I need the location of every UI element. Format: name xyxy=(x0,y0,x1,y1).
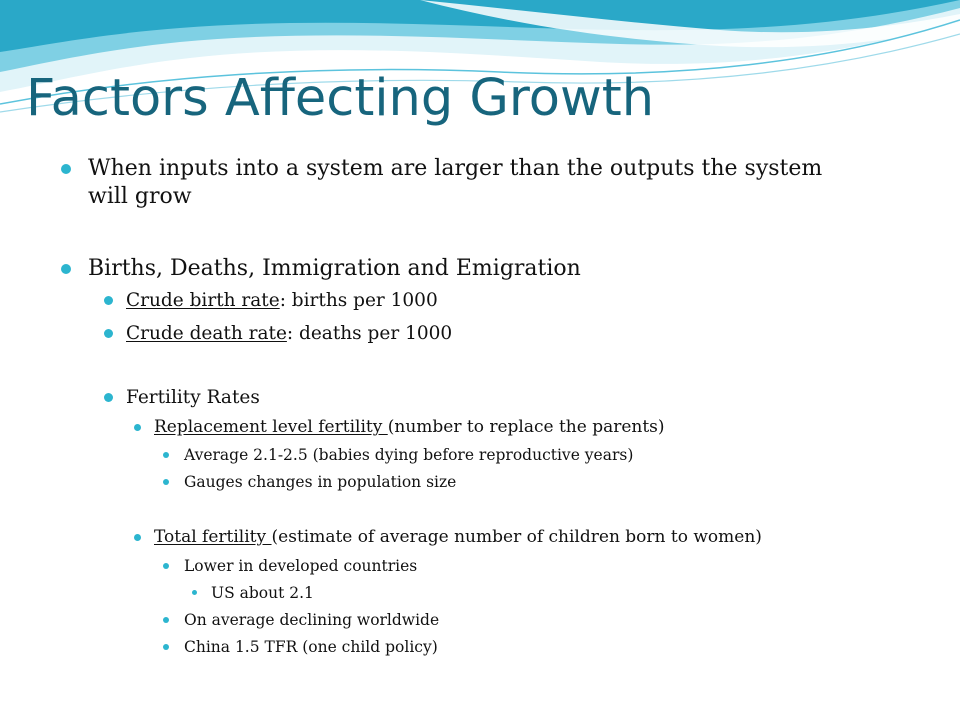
bullet-dot xyxy=(163,644,169,650)
bullet-crude-birth-rate xyxy=(126,288,438,314)
bullet-gauges-changes: Gauges changes in population size xyxy=(184,473,457,491)
def-replacement-fertility: (number to replace the parents) xyxy=(387,417,665,437)
bullet-births-deaths: Births, Deaths, Immigration and Emigration xyxy=(88,256,581,281)
term-crude-birth-rate: Crude birth rate xyxy=(126,290,280,311)
bullet-total-fertility xyxy=(154,525,762,549)
bullet-declining-worldwide: On average declining worldwide xyxy=(184,611,440,629)
bullet-crude-death-rate xyxy=(126,321,452,347)
bullet-china-tfr: China 1.5 TFR (one child policy) xyxy=(184,638,438,656)
bullet-dot xyxy=(163,479,169,485)
bullet-fertility-rates: Fertility Rates xyxy=(126,387,260,408)
bullet-dot xyxy=(163,617,169,623)
term-crude-death-rate: Crude death rate xyxy=(126,323,287,344)
bullet-dot xyxy=(192,590,197,595)
bullet-dot xyxy=(134,424,141,431)
def-total-fertility: (estimate of average number of children born to women) xyxy=(271,527,762,547)
bullet-us-about: US about 2.1 xyxy=(211,584,314,602)
bullet-dot xyxy=(104,329,113,338)
bullet-dot xyxy=(163,452,169,458)
bullet-replacement-fertility xyxy=(154,415,665,439)
bullet-dot xyxy=(134,534,141,541)
term-total-fertility: Total fertility xyxy=(154,527,272,547)
term-replacement-fertility: Replacement level fertility xyxy=(154,417,388,437)
bullet-dot xyxy=(163,563,169,569)
bullet-dot xyxy=(61,164,71,174)
bullet-dot xyxy=(104,393,113,402)
bullet-inputs-outputs: When inputs into a system are larger than the outputs the system will grow xyxy=(88,156,823,209)
bullet-dot xyxy=(104,296,113,305)
def-crude-death-rate: : deaths per 1000 xyxy=(286,323,453,344)
bullet-average-range: Average 2.1-2.5 (babies dying before reproductive years) xyxy=(184,446,634,464)
def-crude-birth-rate: : births per 1000 xyxy=(279,290,438,311)
page-title: Factors Affecting Growth xyxy=(26,69,655,128)
bullet-lower-developed: Lower in developed countries xyxy=(184,557,418,575)
bullet-dot xyxy=(61,264,71,274)
